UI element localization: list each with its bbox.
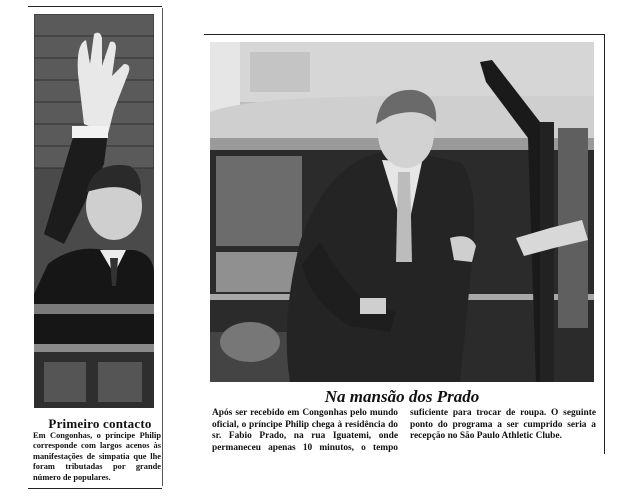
left-photo (34, 14, 154, 408)
column-divider (162, 8, 163, 486)
left-bottom-rule (28, 488, 162, 489)
left-heading: Primeiro contacto (48, 416, 152, 431)
right-photo (210, 42, 594, 382)
right-photo-illustration (210, 42, 594, 382)
right-top-rule (204, 34, 604, 35)
right-side-rule (604, 34, 605, 454)
left-photo-illustration (34, 14, 154, 408)
right-body: Após ser recebido em Congonhas pelo mundo oficial, o príncipe Philip chega à residência do sr. Fabio Prado, na rua Iguatemi, onde permaneceu apenas 10 minutos, o tempo suficiente para trocar de roupa. O seguinte ponto do programa a ser cumprido seria a recepção no São Paulo Athletic Clube. (212, 408, 596, 453)
left-caption: Em Congonhas, o príncipe Philip corresponde com largos acenos às manifestações de simpatia que lhe foram tributadas por grande número de populares. (33, 431, 161, 482)
right-title: Na mansão dos Prado (324, 387, 480, 406)
left-top-rule (28, 6, 162, 7)
